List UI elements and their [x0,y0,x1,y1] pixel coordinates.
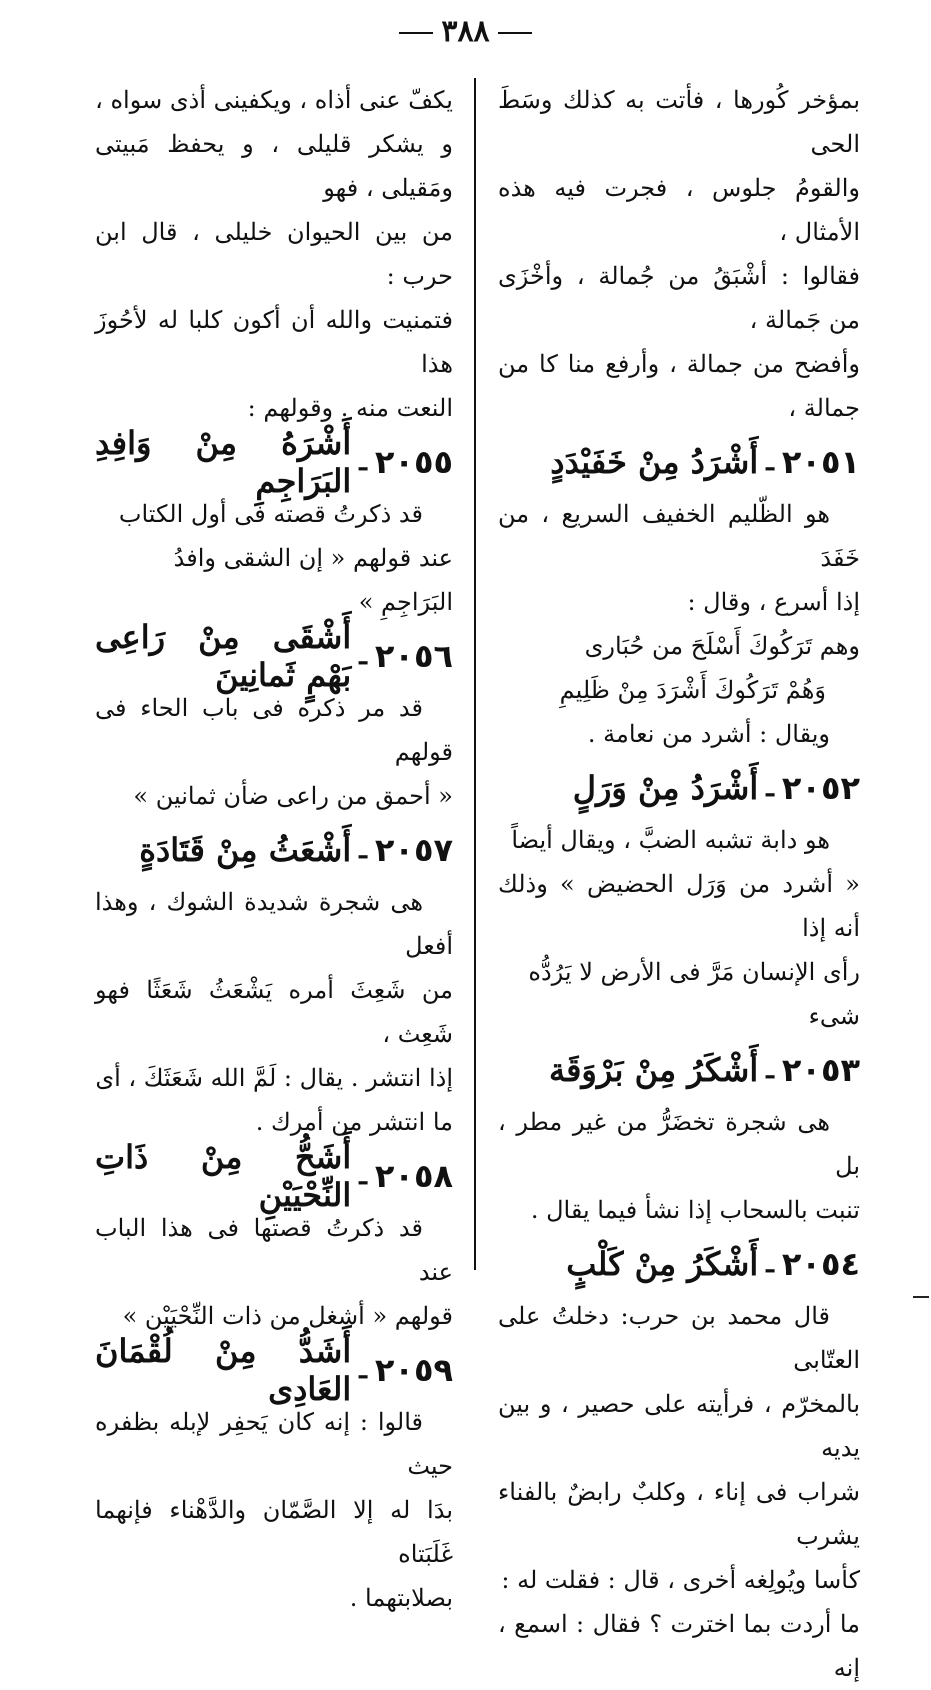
entry-text-line: قالوا : إنه كان يَحفِر لإبله بظفره حيث [95,1408,453,1480]
entry-text-line: تنبت بالسحاب إذا نشأ فيما يقال . [530,1196,860,1224]
entry-heading-2052 [498,760,860,816]
entry-text-line: ويقال : أشرد من نعامة . [587,720,830,748]
entry-text-line: بصلابتهما . [349,1584,453,1612]
entry-title: أَشْعَثُ مِنْ قَتَادَةٍ [139,831,352,869]
entry-title: أَشْرَهُ مِنْ وَافِدِ البَرَاجِمِ [95,424,352,500]
entry-heading-2058 [95,1138,453,1214]
entry-text-line: « أحمق من راعى ضأن ثمانين » [133,782,453,810]
entry-text-line: قد مر ذكره فى باب الحاء فى قولهم [95,694,453,766]
page-number-dash-right [498,32,532,34]
entry-text-line: من شَعِثَ أمره يَشْعَثُ شَعَثًا فهو شَعِث ، [95,976,453,1048]
entry-text-line: إذا انتشر . يقال : لَمَّ الله شَعَثَكَ ، أى [95,1064,453,1092]
entry-number: ٢٠٥٤ [781,1245,860,1283]
entry-text-line: رأى الإنسان مَرَّ فى الأرض لا يَرُدُّه شىء [528,958,860,1030]
entry-dash: ـ [359,1355,367,1385]
entry-text-line: هى شجرة شديدة الشوك ، وهذا أفعل [95,888,453,960]
left-column [95,78,453,1620]
entry-dash: ـ [766,773,774,803]
entry-text-line: إذا أسرع ، وقال : [687,588,860,616]
entry-title: أَشْرَدُ مِنْ وَرَلٍ [572,769,759,807]
entry-number: ٢٠٥٦ [374,637,453,675]
right-column [498,78,860,1690]
entry-text-line: قال محمد بن حرب: دخلتُ على العتّابى [498,1302,860,1374]
entry-number: ٢٠٥٧ [374,831,453,869]
entry-text-line: قولهم « أشغل من ذات النِّحْيَيْن » [122,1302,453,1330]
entry-dash: ـ [359,447,367,477]
entry-dash: ـ [359,835,367,865]
entry-dash: ـ [766,1055,774,1085]
entry-dash: ـ [766,1249,774,1279]
entry-text-line: هو الظّليم الخفيف السريع ، من خَفَدَ [498,500,860,572]
intro-line: و يشكر قليلى ، و يحفظ مَبيتى ومَقيلى ، فهو [95,130,453,202]
intro-line: والقومُ جلوس ، فجرت فيه هذه الأمثال ، [498,174,860,246]
entry-title: أَشَحُّ مِنْ ذَاتِ النِّحْيَيْنِ [95,1138,352,1214]
entry-title: أَشْكَرُ مِنْ كَلْبٍ [566,1245,759,1283]
entry-heading-2051 [498,434,860,490]
entry-dash: ـ [766,447,774,477]
entry-dash: ـ [359,1161,367,1191]
entry-text-line: قد ذكرتُ قصته فى أول الكتاب [118,500,423,528]
entry-heading-2054 [498,1236,860,1292]
entry-number: ٢٠٥٢ [781,769,860,807]
page-number-text: ٣٨٨ [441,14,490,49]
entry-text-line: كأسا ويُولِغه أخرى ، قال : فقلت له : [501,1566,860,1594]
entry-text-line: بدَا له إلا الصَّمّان والدَّهْناء فإنهما غَلَبَتاه [95,1496,453,1568]
intro-line: النعت منه . وقولهم : [247,394,453,422]
entry-text-line: هى شجرة تخضَرُّ من غير مطر ، بل [498,1108,860,1180]
entry-title: أَشْكَرُ مِنْ بَرْوَقَة [548,1051,759,1089]
page-number [0,14,931,49]
intro-line: يكفّ عنى أذاه ، ويكفينى أذى سواه ، [95,86,453,114]
entry-heading-2055 [95,424,453,500]
entry-text-line: شراب فى إناء ، وكلبٌ رابضٌ بالفناء يشرب [498,1478,860,1550]
entry-number: ٢٠٥١ [781,443,860,481]
intro-line: بمؤخر كُورها ، فأتت به كذلك وسَطَ الحى [498,86,860,158]
entry-text-line: قد ذكرتُ قصتها فى هذا الباب عند [95,1214,453,1286]
entry-text-line: عند قولهم « إن الشقى وافدُ البَرَاجِمِ » [173,544,453,616]
entry-number: ٢٠٥٩ [374,1351,453,1389]
entry-text-line: ما أردت بما اخترت ؟ فقال : اسمع ، إنه [498,1610,860,1682]
entry-text-line: ما انتشر من أمرك . [255,1108,453,1136]
page-number-dash-left [399,32,433,34]
entry-title: أَشْرَدُ مِنْ خَفَيْدَدٍ [550,443,759,481]
intro-line: فقالوا : أشْبَقُ من جُمالة ، وأخْزَى من جَمالة ، [498,262,860,334]
entry-number: ٢٠٥٨ [374,1157,453,1195]
entry-heading-2053 [498,1042,860,1098]
margin-mark [913,1296,929,1298]
verse-line: وهم تَرَكُوكَ أَسْلَحَ من حُبَارى [584,632,860,660]
entry-title: أَشَدُّ مِنْ لُقْمَانَ العَادِى [95,1332,352,1408]
entry-title: أَشْقَى مِنْ رَاعِى بَهْمٍ ثَمانِينَ [95,618,352,694]
entry-number: ٢٠٥٥ [374,443,453,481]
entry-number: ٢٠٥٣ [781,1051,860,1089]
entry-text-line: بالمخرّم ، فرأيته على حصير ، و بين يديه [498,1390,860,1462]
intro-line: فتمنيت والله أن أكون كلبا له لأحُوزَ هذا [95,306,453,378]
intro-line: من بين الحيوان خليلى ، قال ابن حرب : [95,218,453,290]
entry-text-line: هو دابة تشبه الضبَّ ، ويقال أيضاً [511,826,830,854]
column-divider [474,78,476,1270]
intro-line: وأفضح من جمالة ، وأرفع منا كا من جمالة ، [498,350,860,422]
entry-heading-2056 [95,618,453,694]
entry-dash: ـ [359,641,367,671]
entry-text-line: « أشرد من وَرَل الحضيض » وذلك أنه إذا [498,870,860,942]
verse-line: وَهُمْ تَرَكُوكَ أَشْرَدَ مِنْ ظَلِيمِ [559,676,826,704]
entry-heading-2059 [95,1332,453,1408]
entry-heading-2057 [95,822,453,878]
